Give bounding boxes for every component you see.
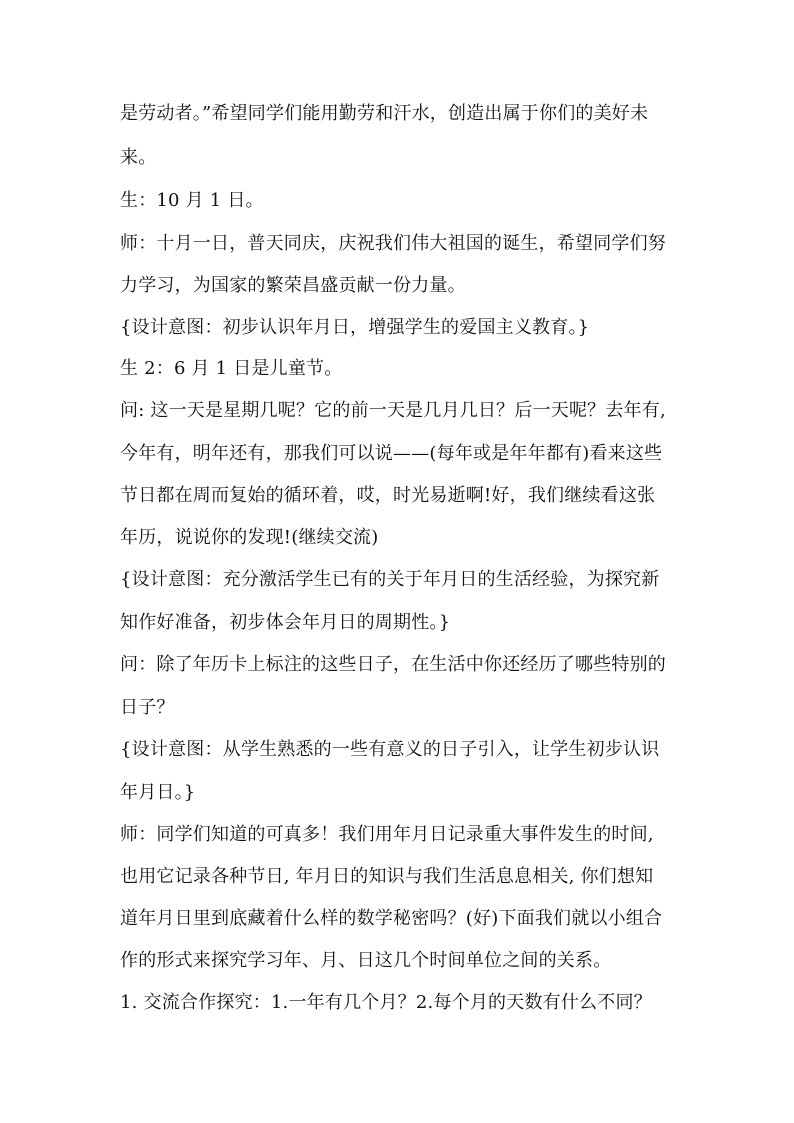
text-line: 师：同学们知道的可真多！我们用年月日记录重大事件发生的时间, bbox=[120, 824, 654, 845]
text-line: 今年有，明年还有，那我们可以说——(每年或是年年都有)看来这些 bbox=[120, 443, 663, 464]
design-intent-note: {设计意图：从学生熟悉的一些有意义的日子引入，让学生初步认识 bbox=[120, 739, 660, 760]
design-intent-note: 年月日。} bbox=[120, 782, 196, 803]
design-intent-note: {设计意图：初步认识年月日，增强学生的爱国主义教育。} bbox=[120, 317, 590, 338]
text-line: 问: 这一天是星期几呢？它的前一天是几月几日？后一天呢？去年有, bbox=[120, 400, 666, 421]
design-intent-note: {设计意图：充分激活学生已有的关于年月日的生活经验，为探究新 bbox=[120, 569, 660, 590]
text-line: 道年月日里到底藏着什么样的数学秘密吗？(好)下面我们就以小组合 bbox=[120, 908, 663, 929]
text-line: 力学习，为国家的繁荣昌盛贡献一份力量。 bbox=[120, 275, 466, 296]
text-line: 年历，说说你的发现!(继续交流) bbox=[120, 527, 379, 548]
design-intent-note: 知作好准备，初步体会年月日的周期性。} bbox=[120, 612, 451, 633]
text-line: 节日都在周而复始的循环着，哎，时光易逝啊!好，我们继续看这张 bbox=[120, 485, 656, 506]
text-line: 来。 bbox=[120, 147, 157, 168]
text-line: 生：10 月 1 日。 bbox=[120, 190, 264, 211]
text-line: 是劳动者。”希望同学们能用勤劳和汗水，创造出属于你们的美好未 bbox=[120, 103, 649, 124]
text-line: 问：除了年历卡上标注的这些日子，在生活中你还经历了哪些特别的 bbox=[120, 654, 666, 675]
text-line: 作的形式来探究学习年、月、日这几个时间单位之间的关系。 bbox=[120, 950, 612, 971]
text-line: 日子？ bbox=[120, 697, 175, 718]
text-line: 也用它记录各种节日, 年月日的知识与我们生活息息相关, 你们想知 bbox=[120, 866, 654, 887]
numbered-item: 1. 交流合作探究：1.一年有几个月？2.每个月的天数有什么不同？ bbox=[120, 992, 652, 1013]
text-line: 生 2：6 月 1 日是儿童节。 bbox=[120, 358, 343, 379]
text-line: 师：十月一日，普天同庆，庆祝我们伟大祖国的诞生，希望同学们努 bbox=[120, 233, 666, 254]
